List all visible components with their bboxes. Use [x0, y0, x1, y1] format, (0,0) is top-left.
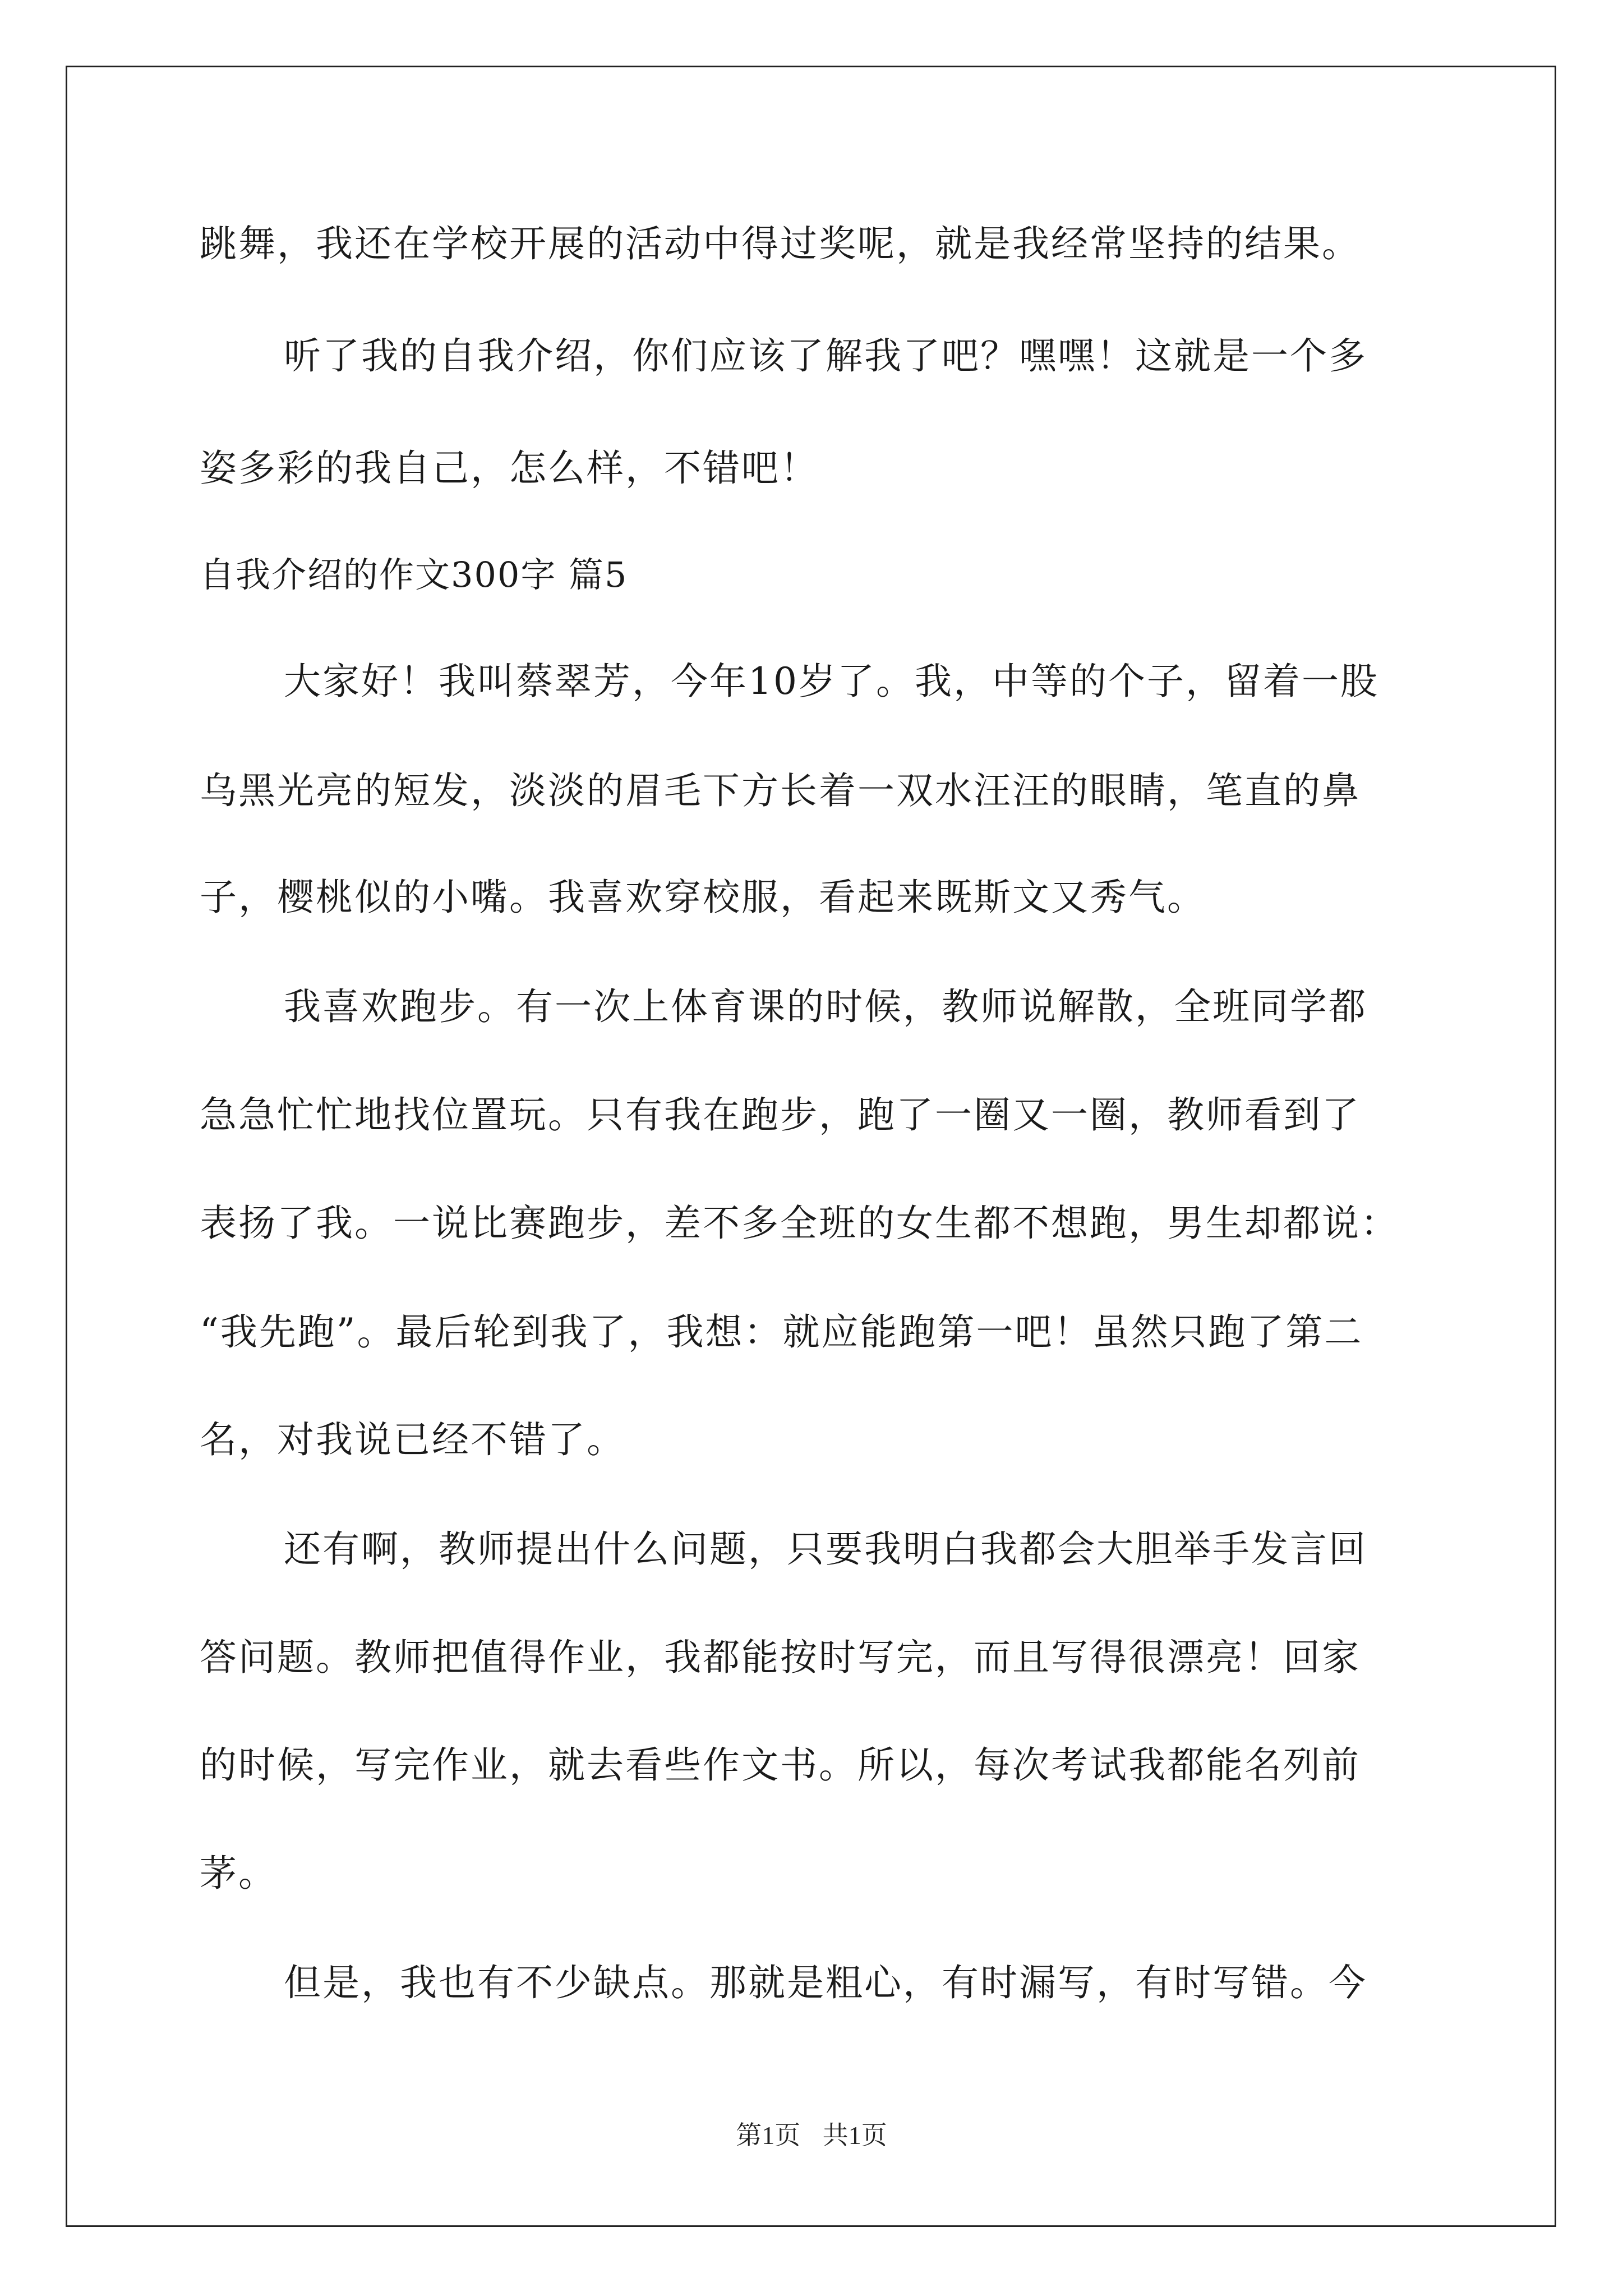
text-line: 急急忙忙地找位置玩。只有我在跑步，跑了一圈又一圈，教师看到了	[200, 1093, 1361, 1137]
paragraph-start: 听了我的自我介绍，你们应该了解我了吧？嘿嘿！这就是一个多	[284, 334, 1367, 378]
paragraph-start: 还有啊，教师提出什么问题，只要我明白我都会大胆举手发言回	[284, 1527, 1367, 1571]
text-line: 名，对我说已经不错了。	[200, 1418, 625, 1461]
page-number: 第1页	[736, 2121, 801, 2150]
text-line: 姿多彩的我自己，怎么样，不错吧！	[200, 447, 819, 490]
text-line: 子，樱桃似的小嘴。我喜欢穿校服，看起来既斯文又秀气。	[200, 876, 1206, 919]
text-line: 表扬了我。一说比赛跑步，差不多全班的女生都不想跑，男生却都说：	[200, 1202, 1399, 1245]
page-total: 共1页	[822, 2121, 887, 2150]
text-line: 乌黑光亮的短发，淡淡的眉毛下方长着一双水汪汪的眼睛，笔直的鼻	[200, 769, 1361, 812]
text-line: 跳舞，我还在学校开展的活动中得过奖呢，就是我经常坚持的结果。	[200, 222, 1361, 265]
text-line: 答问题。教师把值得作业，我都能按时写完，而且写得很漂亮！回家	[200, 1636, 1361, 1679]
section-heading: 自我介绍的作文300字 篇5	[200, 554, 628, 595]
page-border	[66, 66, 1556, 2227]
paragraph-start: 但是，我也有不少缺点。那就是粗心，有时漏写，有时写错。今	[284, 1961, 1367, 2004]
text-line: “我先跑”。最后轮到我了，我想：就应能跑第一吧！虽然只跑了第二	[200, 1310, 1363, 1354]
paragraph-start: 大家好！我叫蔡翠芳，今年10岁了。我，中等的个子，留着一股	[284, 660, 1379, 703]
page-footer	[0, 2115, 1623, 2152]
text-line: 的时候，写完作业，就去看些作文书。所以，每次考试我都能名列前	[200, 1743, 1361, 1787]
text-line: 茅。	[200, 1852, 277, 1895]
paragraph-start: 我喜欢跑步。有一次上体育课的时候，教师说解散，全班同学都	[284, 985, 1367, 1028]
